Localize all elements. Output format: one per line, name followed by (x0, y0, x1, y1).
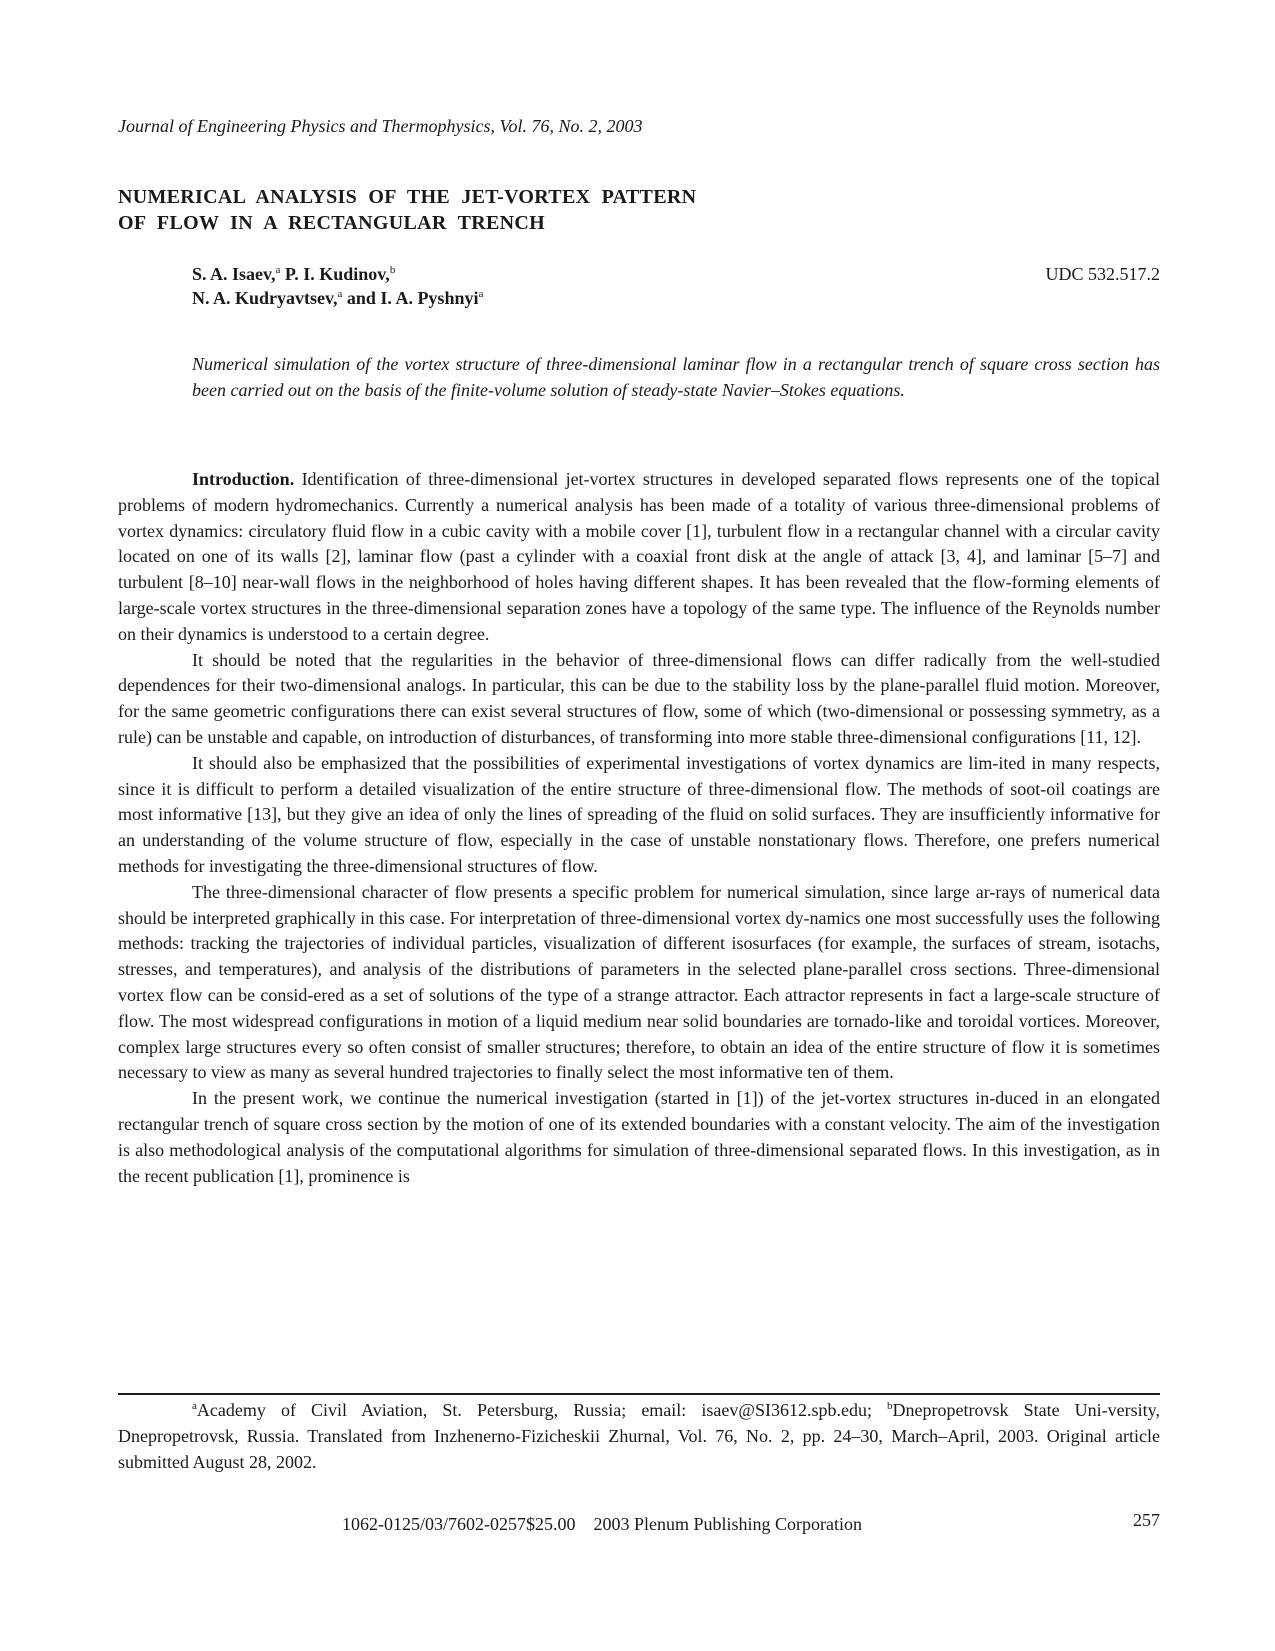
title-line-1: NUMERICAL ANALYSIS OF THE JET-VORTEX PATTERN (118, 186, 697, 208)
author-kudryavtsev: N. A. Kudryavtsev, (192, 288, 338, 308)
author-kudinov: P. I. Kudinov, (280, 264, 390, 284)
paragraph: It should be noted that the regularities in the behavior of three-dimensional flows can differ radically from the well-studied dependences for their two-dimensional analogs. In particular, this can be due to the stability loss by the plane-parallel fluid motion. Moreover, for the same geometric configurations there can exist several structures of flow, some of which (two-dimensional or possessing symmetry, as a rule) can be unstable and capable, on introduction of disturbances, of transforming into more stable three-dimensional configurations [11, 12]. (118, 649, 1160, 747)
author-list (192, 262, 483, 310)
title-line-2: OF FLOW IN A RECTANGULAR TRENCH (118, 212, 545, 234)
paragraph-intro (118, 467, 1160, 648)
affiliation-marker: a (337, 288, 343, 300)
footnote-marker-b: b (887, 1400, 893, 1412)
publisher: 2003 Plenum Publishing Corporation (593, 1514, 863, 1534)
footnote (118, 1398, 1160, 1475)
author-isaev: S. A. Isaev, (192, 264, 276, 284)
section-heading: Introduction. (192, 469, 295, 489)
footnote-divider (118, 1393, 1160, 1395)
paragraph: In the present work, we continue the numerical investigation (started in [1]) of the jet-vortex structures in-duced in an elongated rectangular trench of square cross section by the motion of one of its extended boundaries with a constant velocity. The aim of the investigation is also methodological analysis of the computational algorithms for simulation of three-dimensional separated flows. In this investigation, as in the recent publication [1], prominence is (118, 1088, 1160, 1186)
udc-code: UDC 532.517.2 (1045, 264, 1160, 284)
paragraph: The three-dimensional character of flow presents a specific problem for numerical simulation, since large ar-rays of numerical data should be interpreted graphically in this case. For interpretation of three-dimensional vortex dy-namics one most successfully uses the following methods: tracking the trajectories of individual particles, visualization of different isosurfaces (for example, the surfaces of stream, isotachs, stresses, and temperatures), and analysis of the distributions of parameters in the selected plane-parallel cross sections. Three-dimensional vortex flow can be consid-ered as a set of solutions of the type of a strange attractor. Each attractor represents in fact a large-scale structure of flow. The most widespread configurations in motion of a liquid medium near solid boundaries are tornado-like and toroidal vortices. Moreover, complex large structures every so often consist of smaller structures; therefore, to obtain an idea of the entire structure of flow it is sometimes necessary to view as many as several hundred trajectories to finally select the most informative ten of them. (118, 881, 1160, 1083)
paragraph-text: Identification of three-dimensional jet-vortex structures in developed separated flows represents one of the topical problems of modern hydromechanics. Currently a numerical analysis has been made of a totality of various three-dimensional problems of vortex dynamics: circulatory fluid flow in a cubic cavity with a mobile cover [1], turbulent flow in a rectangular channel with a circular cavity located on one of its walls [2], laminar flow (past a cylinder with a coaxial front disk at the angle of attack [3, 4], and laminar [5–7] and turbulent [8–10] near-wall flows in the neighborhood of holes having different shapes. It has been revealed that the flow-forming elements of large-scale vortex structures in the three-dimensional separation zones have a topology of the same type. The influence of the Reynolds number on their dynamics is understood to a certain degree. (118, 469, 1160, 644)
footnote-affiliation-a: Academy of Civil Aviation, St. Petersburg, Russia; email: isaev@SI3612.spb.edu; (196, 1400, 888, 1420)
article-title (118, 184, 818, 236)
affiliation-marker: a (478, 288, 484, 300)
affiliation-marker: a (275, 264, 281, 276)
footer-publication-code (342, 1514, 862, 1535)
author-line-2 (192, 286, 483, 310)
article-body (118, 467, 1160, 1189)
author-pyshnyi: and I. A. Pyshnyi (342, 288, 479, 308)
affiliation-marker: b (389, 264, 396, 276)
footnote-affiliation-b: Dnepropetrovsk State Uni-versity, Dnepropetrovsk, Russia. Translated from Inzhenerno-Fizicheskii Zhurnal, Vol. 76, No. 2, pp. 24–30, March–April, 2003. Original article submitted August 28, 2002. (118, 1400, 1161, 1472)
journal-header: Journal of Engineering Physics and Thermophysics, Vol. 76, No. 2, 2003 (118, 116, 643, 136)
paragraph: It should also be emphasized that the possibilities of experimental investigations of vortex dynamics are lim-ited in many respects, since it is difficult to perform a detailed visualization of the entire structure of three-dimensional flow. The methods of soot-oil coatings are most informative [13], but they give an idea of only the lines of spreading of the fluid on solid surfaces. They are insufficiently informative for an understanding of the volume structure of flow, especially in the case of unstable nonstationary flows. Therefore, one prefers numerical methods for investigating the three-dimensional structures of flow. (118, 752, 1160, 876)
issn-code: 1062-0125/03/7602-0257$25.00 (342, 1514, 576, 1534)
page-number: 257 (1133, 1510, 1160, 1530)
author-line-1 (192, 262, 483, 286)
abstract: Numerical simulation of the vortex structure of three-dimensional laminar flow in a rectangular trench of square cross section has been carried out on the basis of the finite-volume solution of steady-state Navier–Stokes equations. (192, 354, 1160, 400)
footnote-marker-a: a (192, 1400, 197, 1412)
